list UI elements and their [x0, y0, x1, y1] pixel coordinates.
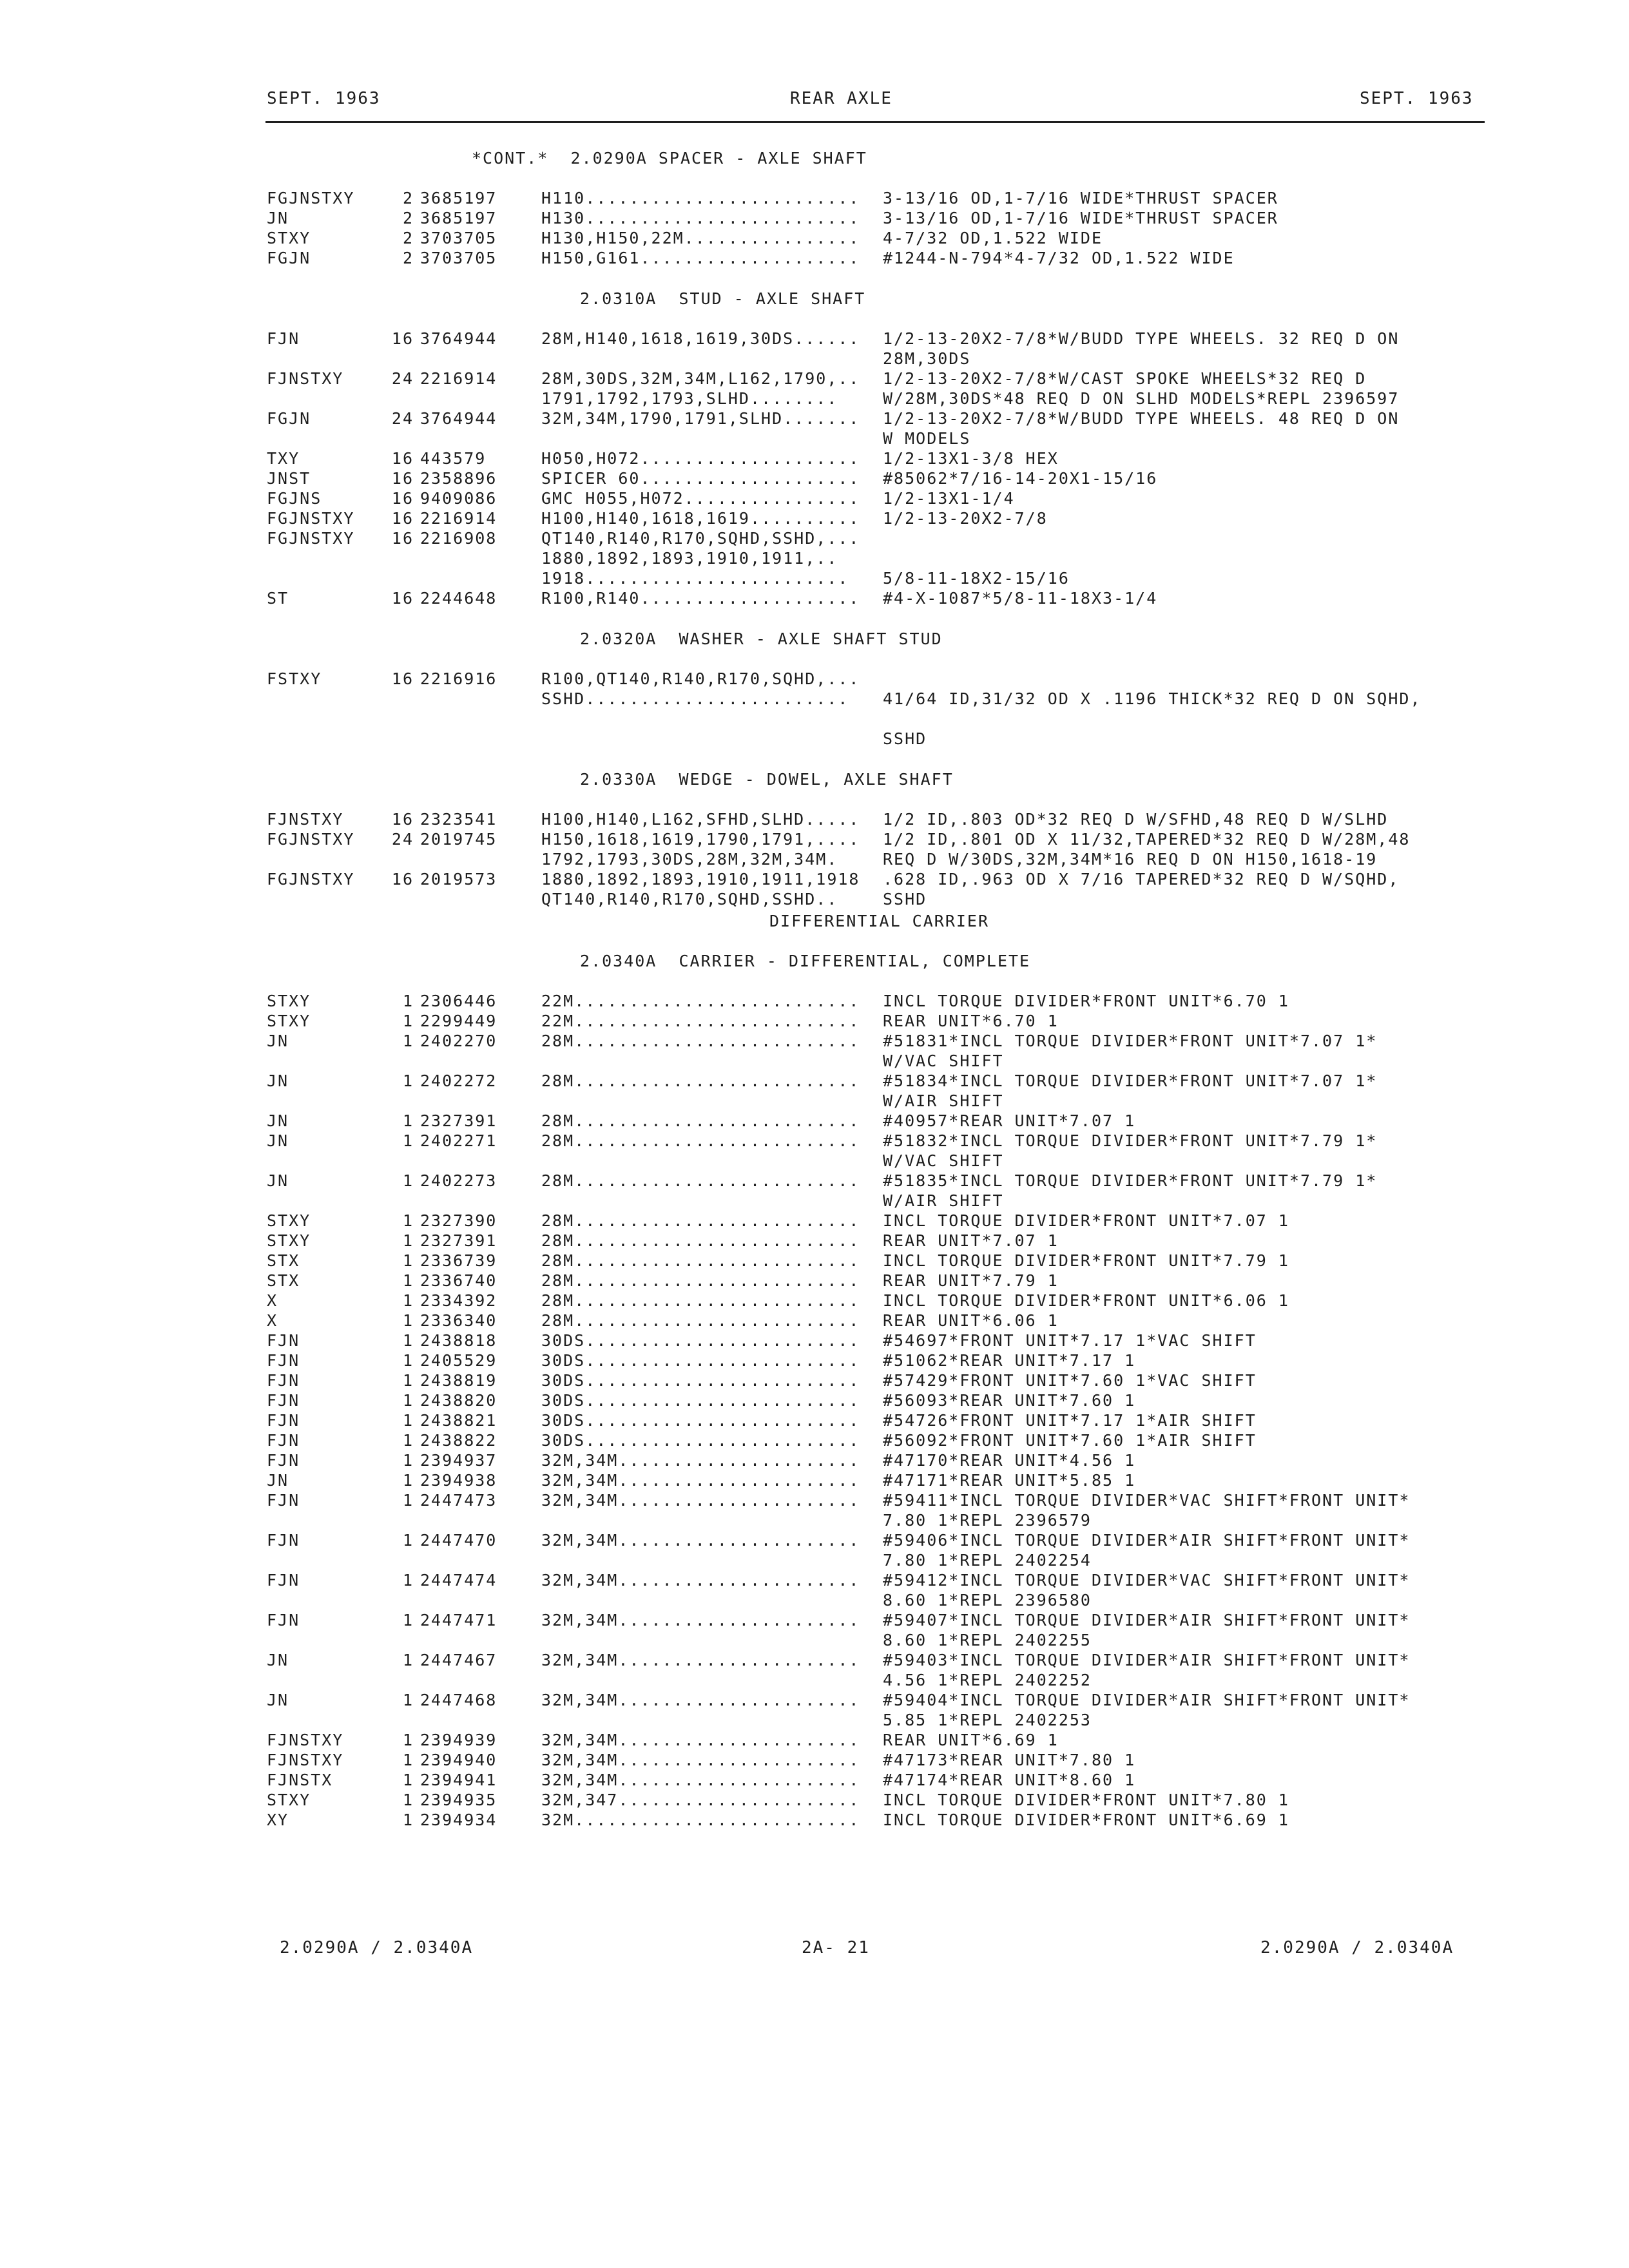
row-model: 32M,34M...................... [541, 1451, 860, 1470]
row-model: 30DS......................... [541, 1431, 860, 1450]
row-description: #51831*INCL TORQUE DIVIDER*FRONT UNIT*7.07 1* [883, 1032, 1378, 1050]
row-description: 1/2-13-20X2-7/8*W/CAST SPOKE WHEELS*32 REQ D [883, 369, 1367, 388]
row-description-continued: REQ D W/30DS,32M,34M*16 REQ D ON H150,1618-19 [883, 850, 1378, 869]
row-model: H150,1618,1619,1790,1791,.... [541, 830, 860, 849]
row-description-continued: SSHD [883, 890, 927, 908]
row-model: 32M.......................... [541, 1811, 860, 1829]
row-part-number: 2394941 [420, 1771, 497, 1789]
row-part-number: 2327391 [420, 1231, 497, 1250]
row-part-number: 2438820 [420, 1391, 497, 1410]
row-code: X [267, 1311, 278, 1330]
row-qty: 1 [402, 1571, 414, 1590]
row-model: SPICER 60.................... [541, 469, 860, 488]
row-description: INCL TORQUE DIVIDER*FRONT UNIT*7.79 1 [883, 1251, 1289, 1270]
row-description: #59407*INCL TORQUE DIVIDER*AIR SHIFT*FRONT UNIT* [883, 1611, 1411, 1629]
row-model: 28M.......................... [541, 1271, 860, 1290]
row-description: #54726*FRONT UNIT*7.17 1*AIR SHIFT [883, 1411, 1257, 1430]
row-part-number: 2438821 [420, 1411, 497, 1430]
row-model: 28M.......................... [541, 1311, 860, 1330]
row-model: 28M.......................... [541, 1171, 860, 1190]
row-model-continued: 1918........................ [541, 569, 849, 588]
row-model-continued: 1880,1892,1893,1910,1911,.. [541, 549, 838, 568]
row-model: 32M,34M...................... [541, 1651, 860, 1669]
row-code: ST [267, 589, 289, 608]
header-title: REAR AXLE [790, 89, 892, 108]
row-part-number: 2327390 [420, 1211, 497, 1230]
row-description: 1/2-13X1-3/8 HEX [883, 449, 1059, 468]
row-qty: 1 [402, 1032, 414, 1050]
row-code: FJN [267, 1491, 300, 1510]
row-model: 28M,30DS,32M,34M,L162,1790,.. [541, 369, 860, 388]
row-qty: 16 [391, 529, 414, 548]
row-description: INCL TORQUE DIVIDER*FRONT UNIT*6.70 1 [883, 992, 1289, 1010]
row-part-number: 2327391 [420, 1111, 497, 1130]
row-description: 3-13/16 OD,1-7/16 WIDE*THRUST SPACER [883, 189, 1278, 207]
row-description-continued: 8.60 1*REPL 2396580 [883, 1591, 1092, 1610]
row-model: 30DS......................... [541, 1391, 860, 1410]
row-qty: 1 [402, 1311, 414, 1330]
row-description: INCL TORQUE DIVIDER*FRONT UNIT*6.06 1 [883, 1291, 1289, 1310]
row-description: #51834*INCL TORQUE DIVIDER*FRONT UNIT*7.07 1* [883, 1072, 1378, 1090]
row-model: 32M,34M...................... [541, 1771, 860, 1789]
row-model: 32M,34M...................... [541, 1471, 860, 1490]
row-description: #59412*INCL TORQUE DIVIDER*VAC SHIFT*FRONT UNIT* [883, 1571, 1411, 1590]
row-qty: 1 [402, 1411, 414, 1430]
row-qty: 24 [391, 409, 414, 428]
section-title: 2.0310A STUD - AXLE SHAFT [580, 289, 866, 308]
row-description: #56092*FRONT UNIT*7.60 1*AIR SHIFT [883, 1431, 1257, 1450]
row-part-number: 2402272 [420, 1072, 497, 1090]
row-model: 32M,34M...................... [541, 1531, 860, 1550]
row-model: 28M.......................... [541, 1291, 860, 1310]
row-qty: 1 [402, 1531, 414, 1550]
row-part-number: 2394938 [420, 1471, 497, 1490]
row-model: 28M.......................... [541, 1111, 860, 1130]
row-code: STXY [267, 1211, 311, 1230]
row-description: REAR UNIT*7.79 1 [883, 1271, 1059, 1290]
row-model: R100,R140.................... [541, 589, 860, 608]
row-qty: 1 [402, 1351, 414, 1370]
row-qty: 1 [402, 1231, 414, 1250]
row-part-number: 2019745 [420, 830, 497, 849]
row-description: #47174*REAR UNIT*8.60 1 [883, 1771, 1136, 1789]
row-qty: 16 [391, 589, 414, 608]
row-code: FJNSTXY [267, 810, 344, 829]
row-model: 22M.......................... [541, 1012, 860, 1030]
row-part-number: 3764944 [420, 329, 497, 348]
row-description-continued: 8.60 1*REPL 2402255 [883, 1631, 1092, 1649]
row-description-continued: 5.85 1*REPL 2402253 [883, 1711, 1092, 1729]
row-part-number: 2394934 [420, 1811, 497, 1829]
subheading-differential-carrier: DIFFERENTIAL CARRIER [769, 912, 990, 930]
footer-page-number: 2A- 21 [802, 1938, 870, 1957]
row-code: STXY [267, 229, 311, 247]
row-code: FJN [267, 1611, 300, 1629]
row-code: JN [267, 1131, 289, 1150]
row-model: 28M,H140,1618,1619,30DS...... [541, 329, 860, 348]
row-qty: 16 [391, 509, 414, 528]
row-qty: 2 [402, 249, 414, 267]
row-description: REAR UNIT*6.70 1 [883, 1012, 1059, 1030]
row-code: JN [267, 209, 289, 227]
row-part-number: 2447471 [420, 1611, 497, 1629]
row-part-number: 2402273 [420, 1171, 497, 1190]
row-code: FJN [267, 329, 300, 348]
row-part-number: 2438822 [420, 1431, 497, 1450]
row-code: FJN [267, 1351, 300, 1370]
row-qty: 1 [402, 1251, 414, 1270]
row-description: 1/2-13-20X2-7/8*W/BUDD TYPE WHEELS. 48 REQ D ON [883, 409, 1400, 428]
row-description-continued: W MODELS [883, 429, 971, 448]
row-qty: 1 [402, 1651, 414, 1669]
row-model: H100,H140,L162,SFHD,SLHD..... [541, 810, 860, 829]
row-part-number: 9409086 [420, 489, 497, 508]
row-qty: 1 [402, 1771, 414, 1789]
row-code: FJNSTXY [267, 369, 344, 388]
row-description: #59406*INCL TORQUE DIVIDER*AIR SHIFT*FRONT UNIT* [883, 1531, 1411, 1550]
row-qty: 1 [402, 1012, 414, 1030]
row-model-continued: QT140,R140,R170,SQHD,SSHD.. [541, 890, 838, 908]
row-qty: 1 [402, 1691, 414, 1709]
row-code: FJNSTX [267, 1771, 333, 1789]
row-qty: 16 [391, 870, 414, 889]
row-code: FGJNSTXY [267, 509, 355, 528]
footer-index-right: 2.0290A / 2.0340A [1260, 1938, 1454, 1957]
row-description: 1/2-13-20X2-7/8 [883, 509, 1048, 528]
row-part-number: 2394940 [420, 1751, 497, 1769]
row-description: 1/2-13X1-1/4 [883, 489, 1015, 508]
row-code: FJN [267, 1371, 300, 1390]
row-part-number: 2402270 [420, 1032, 497, 1050]
row-qty: 1 [402, 1791, 414, 1809]
row-code: FJN [267, 1451, 300, 1470]
row-part-number: 2438819 [420, 1371, 497, 1390]
row-code: TXY [267, 449, 300, 468]
row-description: #4-X-1087*5/8-11-18X3-1/4 [883, 589, 1158, 608]
row-qty: 1 [402, 1291, 414, 1310]
row-part-number: 2447473 [420, 1491, 497, 1510]
row-model-continued: SSHD........................ [541, 689, 849, 708]
row-model: 30DS......................... [541, 1351, 860, 1370]
row-code: XY [267, 1811, 289, 1829]
row-part-number: 3703705 [420, 249, 497, 267]
row-qty: 1 [402, 1451, 414, 1470]
section-title: 2.0340A CARRIER - DIFFERENTIAL, COMPLETE [580, 952, 1031, 970]
row-description-continued: W/AIR SHIFT [883, 1091, 1004, 1110]
row-model: 30DS......................... [541, 1411, 860, 1430]
row-qty: 1 [402, 1751, 414, 1769]
row-code: FGJNS [267, 489, 322, 508]
row-code: FJN [267, 1391, 300, 1410]
row-model: 32M,34M...................... [541, 1491, 860, 1510]
row-description: .628 ID,.963 OD X 7/16 TAPERED*32 REQ D W/SQHD, [883, 870, 1400, 889]
row-model: 32M,34M...................... [541, 1571, 860, 1590]
row-code: STX [267, 1271, 300, 1290]
row-part-number: 2216914 [420, 509, 497, 528]
row-description: REAR UNIT*6.06 1 [883, 1311, 1059, 1330]
row-model: H050,H072.................... [541, 449, 860, 468]
row-code: JN [267, 1111, 289, 1130]
row-code: JN [267, 1651, 289, 1669]
row-qty: 16 [391, 489, 414, 508]
row-part-number: 2306446 [420, 992, 497, 1010]
row-qty: 24 [391, 369, 414, 388]
row-qty: 2 [402, 229, 414, 247]
row-description: #59411*INCL TORQUE DIVIDER*VAC SHIFT*FRONT UNIT* [883, 1491, 1411, 1510]
row-model: 30DS......................... [541, 1331, 860, 1350]
row-part-number: 2394935 [420, 1791, 497, 1809]
row-model: 28M.......................... [541, 1251, 860, 1270]
row-code: JN [267, 1171, 289, 1190]
row-code: FJNSTXY [267, 1751, 344, 1769]
row-description: 5/8-11-18X2-15/16 [883, 569, 1070, 588]
row-qty: 1 [402, 1371, 414, 1390]
row-part-number: 2394937 [420, 1451, 497, 1470]
row-model: 28M.......................... [541, 1072, 860, 1090]
row-description: #40957*REAR UNIT*7.07 1 [883, 1111, 1136, 1130]
row-part-number: 3703705 [420, 229, 497, 247]
row-model: 32M,34M...................... [541, 1611, 860, 1629]
footer-index-left: 2.0290A / 2.0340A [280, 1938, 474, 1957]
row-part-number: 2394939 [420, 1731, 497, 1749]
row-part-number: 2447468 [420, 1691, 497, 1709]
row-qty: 1 [402, 1171, 414, 1190]
row-description: #54697*FRONT UNIT*7.17 1*VAC SHIFT [883, 1331, 1257, 1350]
row-qty: 1 [402, 1271, 414, 1290]
row-description: 41/64 ID,31/32 OD X .1196 THICK*32 REQ D ON SQHD, [883, 689, 1422, 708]
row-code: JN [267, 1032, 289, 1050]
header-date-left: SEPT. 1963 [267, 89, 381, 108]
row-model: H150,G161.................... [541, 249, 860, 267]
row-part-number: 443579 [420, 449, 487, 468]
row-description-continued: W/28M,30DS*48 REQ D ON SLHD MODELS*REPL 2396597 [883, 389, 1400, 408]
row-qty: 2 [402, 209, 414, 227]
row-code: JN [267, 1072, 289, 1090]
row-part-number: 3685197 [420, 209, 497, 227]
row-model: 1880,1892,1893,1910,1911,1918 [541, 870, 860, 889]
row-qty: 1 [402, 1431, 414, 1450]
row-qty: 1 [402, 1072, 414, 1090]
row-description: INCL TORQUE DIVIDER*FRONT UNIT*7.07 1 [883, 1211, 1289, 1230]
row-description: INCL TORQUE DIVIDER*FRONT UNIT*6.69 1 [883, 1811, 1289, 1829]
row-qty: 24 [391, 830, 414, 849]
row-description: #51835*INCL TORQUE DIVIDER*FRONT UNIT*7.79 1* [883, 1171, 1378, 1190]
row-code: STXY [267, 1791, 311, 1809]
row-part-number: 2336739 [420, 1251, 497, 1270]
section-title: 2.0330A WEDGE - DOWEL, AXLE SHAFT [580, 770, 954, 789]
row-part-number: 2405529 [420, 1351, 497, 1370]
row-part-number: 3685197 [420, 189, 497, 207]
row-model: GMC H055,H072................ [541, 489, 860, 508]
row-code: STXY [267, 1231, 311, 1250]
row-model: 32M,34M...................... [541, 1731, 860, 1749]
row-qty: 16 [391, 669, 414, 688]
row-description: #57429*FRONT UNIT*7.60 1*VAC SHIFT [883, 1371, 1257, 1390]
row-code: FGJNSTXY [267, 529, 355, 548]
row-description-continued: 4.56 1*REPL 2402252 [883, 1671, 1092, 1689]
row-qty: 1 [402, 1611, 414, 1629]
row-part-number: 2402271 [420, 1131, 497, 1150]
row-model-continued: 1791,1792,1793,SLHD........ [541, 389, 838, 408]
row-description: #47171*REAR UNIT*5.85 1 [883, 1471, 1136, 1490]
row-description: #47170*REAR UNIT*4.56 1 [883, 1451, 1136, 1470]
row-qty: 1 [402, 1331, 414, 1350]
row-description: #47173*REAR UNIT*7.80 1 [883, 1751, 1136, 1769]
row-qty: 16 [391, 329, 414, 348]
row-description: 1/2 ID,.801 OD X 11/32,TAPERED*32 REQ D W/28M,48 [883, 830, 1411, 849]
row-qty: 1 [402, 1131, 414, 1150]
row-description-continued: W/VAC SHIFT [883, 1052, 1004, 1070]
row-qty: 1 [402, 1111, 414, 1130]
row-code: FGJN [267, 409, 311, 428]
section-title: 2.0320A WASHER - AXLE SHAFT STUD [580, 629, 943, 648]
row-part-number: 2216914 [420, 369, 497, 388]
row-code: FGJNSTXY [267, 189, 355, 207]
row-code: JN [267, 1471, 289, 1490]
row-description: #56093*REAR UNIT*7.60 1 [883, 1391, 1136, 1410]
row-code: FGJNSTXY [267, 870, 355, 889]
row-part-number: 2216916 [420, 669, 497, 688]
row-description: #85062*7/16-14-20X1-15/16 [883, 469, 1158, 488]
row-qty: 1 [402, 1211, 414, 1230]
row-qty: 1 [402, 1811, 414, 1829]
row-description-continued: SSHD [883, 729, 927, 748]
row-model: 32M,34M...................... [541, 1751, 860, 1769]
row-description: INCL TORQUE DIVIDER*FRONT UNIT*7.80 1 [883, 1791, 1289, 1809]
row-part-number: 2447467 [420, 1651, 497, 1669]
row-part-number: 2447474 [420, 1571, 497, 1590]
row-code: FJNSTXY [267, 1731, 344, 1749]
row-description: 1/2-13-20X2-7/8*W/BUDD TYPE WHEELS. 32 REQ D ON [883, 329, 1400, 348]
row-model: 28M.......................... [541, 1231, 860, 1250]
row-code: FJN [267, 1571, 300, 1590]
section-title: *CONT.* 2.0290A SPACER - AXLE SHAFT [472, 149, 867, 168]
row-model: 32M,34M,1790,1791,SLHD....... [541, 409, 860, 428]
row-qty: 16 [391, 469, 414, 488]
row-model: H130......................... [541, 209, 860, 227]
row-code: FJN [267, 1531, 300, 1550]
row-description-continued: W/VAC SHIFT [883, 1151, 1004, 1170]
row-qty: 1 [402, 992, 414, 1010]
row-description-continued: 7.80 1*REPL 2402254 [883, 1551, 1092, 1570]
row-description: #51832*INCL TORQUE DIVIDER*FRONT UNIT*7.79 1* [883, 1131, 1378, 1150]
row-model: 22M.......................... [541, 992, 860, 1010]
row-part-number: 2299449 [420, 1012, 497, 1030]
row-code: STXY [267, 992, 311, 1010]
row-part-number: 3764944 [420, 409, 497, 428]
row-code: X [267, 1291, 278, 1310]
row-qty: 2 [402, 189, 414, 207]
header-rule [265, 121, 1485, 123]
row-qty: 1 [402, 1471, 414, 1490]
row-model-continued: 1792,1793,30DS,28M,32M,34M. [541, 850, 838, 869]
row-description-continued: 28M,30DS [883, 349, 971, 368]
row-code: FJN [267, 1431, 300, 1450]
row-description: REAR UNIT*6.69 1 [883, 1731, 1059, 1749]
row-code: FGJN [267, 249, 311, 267]
row-model: 32M,34M...................... [541, 1691, 860, 1709]
row-qty: 16 [391, 810, 414, 829]
row-model: 28M.......................... [541, 1211, 860, 1230]
row-description: #1244-N-794*4-7/32 OD,1.522 WIDE [883, 249, 1235, 267]
row-part-number: 2336740 [420, 1271, 497, 1290]
row-code: STX [267, 1251, 300, 1270]
row-part-number: 2334392 [420, 1291, 497, 1310]
row-description: #59403*INCL TORQUE DIVIDER*AIR SHIFT*FRONT UNIT* [883, 1651, 1411, 1669]
row-part-number: 2438818 [420, 1331, 497, 1350]
row-part-number: 2358896 [420, 469, 497, 488]
row-description: #59404*INCL TORQUE DIVIDER*AIR SHIFT*FRONT UNIT* [883, 1691, 1411, 1709]
row-qty: 1 [402, 1391, 414, 1410]
row-description-continued: 7.80 1*REPL 2396579 [883, 1511, 1092, 1530]
row-model: H100,H140,1618,1619.......... [541, 509, 860, 528]
row-part-number: 2323541 [420, 810, 497, 829]
row-code: STXY [267, 1012, 311, 1030]
row-code: JN [267, 1691, 289, 1709]
row-qty: 1 [402, 1731, 414, 1749]
row-code: FJN [267, 1331, 300, 1350]
row-model: 32M,347...................... [541, 1791, 860, 1809]
row-part-number: 2216908 [420, 529, 497, 548]
row-model: QT140,R140,R170,SQHD,SSHD,... [541, 529, 860, 548]
row-description: 1/2 ID,.803 OD*32 REQ D W/SFHD,48 REQ D W/SLHD [883, 810, 1389, 829]
row-description: REAR UNIT*7.07 1 [883, 1231, 1059, 1250]
row-code: FGJNSTXY [267, 830, 355, 849]
row-part-number: 2244648 [420, 589, 497, 608]
row-code: JNST [267, 469, 311, 488]
row-description: 3-13/16 OD,1-7/16 WIDE*THRUST SPACER [883, 209, 1278, 227]
row-description-continued: W/AIR SHIFT [883, 1191, 1004, 1210]
row-description: 4-7/32 OD,1.522 WIDE [883, 229, 1103, 247]
row-part-number: 2336340 [420, 1311, 497, 1330]
row-model: H110......................... [541, 189, 860, 207]
header-date-right: SEPT. 1963 [1360, 89, 1474, 108]
row-description: #51062*REAR UNIT*7.17 1 [883, 1351, 1136, 1370]
row-code: FSTXY [267, 669, 322, 688]
row-model: 28M.......................... [541, 1032, 860, 1050]
row-model: R100,QT140,R140,R170,SQHD,... [541, 669, 860, 688]
row-part-number: 2019573 [420, 870, 497, 889]
row-model: 30DS......................... [541, 1371, 860, 1390]
row-code: FJN [267, 1411, 300, 1430]
row-model: H130,H150,22M................ [541, 229, 860, 247]
row-part-number: 2447470 [420, 1531, 497, 1550]
row-model: 28M.......................... [541, 1131, 860, 1150]
row-qty: 1 [402, 1491, 414, 1510]
row-qty: 16 [391, 449, 414, 468]
